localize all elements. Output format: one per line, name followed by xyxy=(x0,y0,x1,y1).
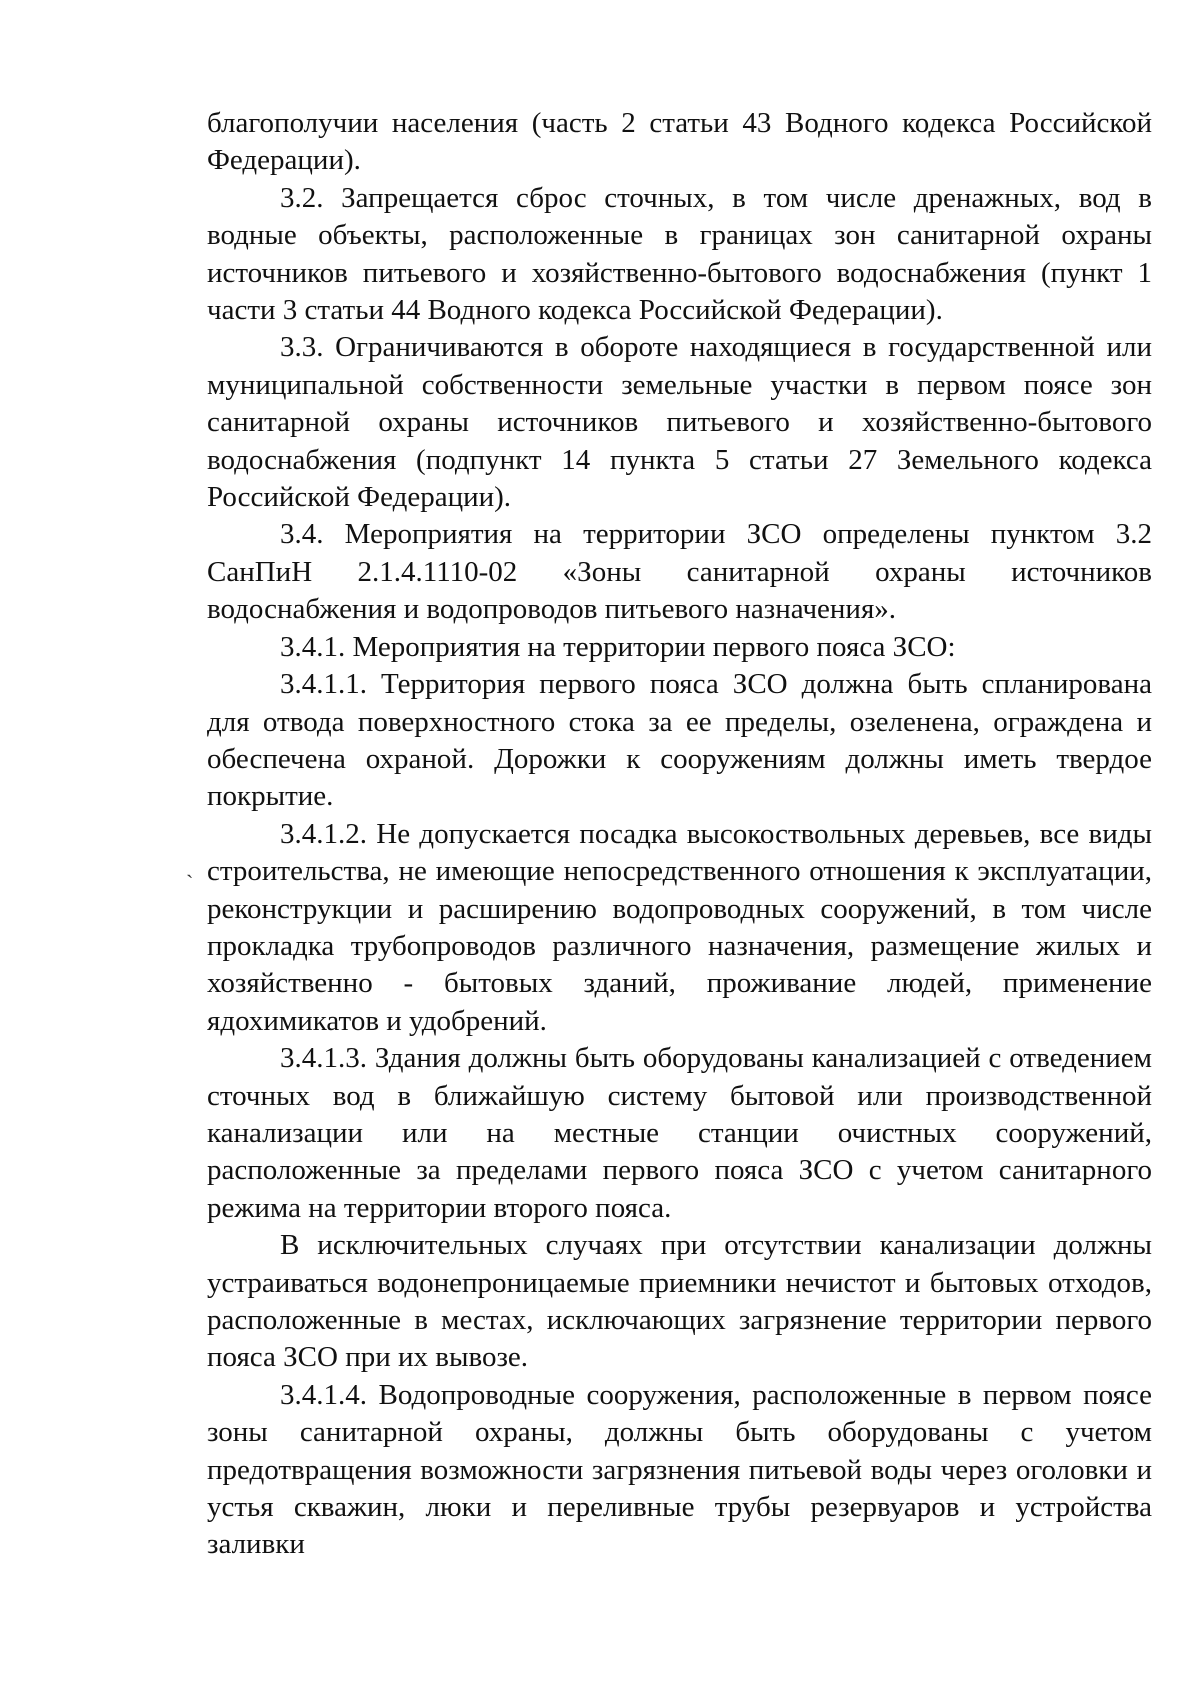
paragraph-3-4-1-2: 3.4.1.2. Не допускается посадка высокоствольных деревьев, все виды строительства, не имеющие непосредственного отношения к эксплуатации, реконструкции и расширению водопроводных сооружений, в том числе прокладка трубопроводов различного назначения, размещение жилых и хозяйственно - бытовых зданий, проживание людей, применение ядохимикатов и удобрений. xyxy=(207,817,1152,1037)
paragraph-3-4-1-3: 3.4.1.3. Здания должны быть оборудованы канализацией с отведением сточных вод в ближайшую систему бытовой или производственной канализации или на местные станции очистных сооружений, расположенные за пределами первого пояса ЗСО с учетом санитарного режима на территории второго пояса. xyxy=(207,1042,1152,1224)
paragraph-3-4-1-1: 3.4.1.1. Территория первого пояса ЗСО должна быть спланирована для отвода поверхностного стока за ее пределы, озеленена, ограждена и обеспечена охраной. Дорожки к сооружениям должны иметь твердое покрытие. xyxy=(207,668,1152,813)
document-body xyxy=(207,105,1152,1564)
paragraph-3-3: 3.3. Ограничиваются в обороте находящиеся в государственной или муниципальной собственности земельные участки в первом поясе зон санитарной охраны источников питьевого и хозяйственно-бытового водоснабжения (подпункт 14 пункта 5 статьи 27 Земельного кодекса Российской Федерации). xyxy=(207,331,1152,514)
paragraph-3-4-1: 3.4.1. Мероприятия на территории первого пояса ЗСО: xyxy=(280,630,956,663)
margin-mark: ` xyxy=(186,870,194,895)
paragraph-3-2: 3.2. Запрещается сброс сточных, в том числе дренажных, вод в водные объекты, расположенные в границах зон санитарной охраны источников питьевого и хозяйственно-бытового водоснабжения (пункт 1 части 3 статьи 44 Водного кодекса Российской Федерации). xyxy=(207,181,1152,327)
paragraph-continuation: благополучии населения (часть 2 статьи 43 Водного кодекса Российской Федерации). xyxy=(207,107,1152,177)
paragraph-3-4: 3.4. Мероприятия на территории ЗСО определены пунктом 3.2 СанПиН 2.1.4.1110-02 «Зоны санитарной охраны источников водоснабжения и водопроводов питьевого назначения». xyxy=(207,518,1152,626)
paragraph-exceptional-cases: В исключительных случаях при отсутствии канализации должны устраиваться водонепроницаемые приемники нечистот и бытовых отходов, расположенные в местах, исключающих загрязнение территории первого пояса ЗСО при их вывозе. xyxy=(207,1229,1152,1374)
paragraph-3-4-1-4: 3.4.1.4. Водопроводные сооружения, расположенные в первом поясе зоны санитарной охраны, должны быть оборудованы с учетом предотвращения возможности загрязнения питьевой воды через оголовки и устья скважин, люки и переливные трубы резервуаров и устройства заливки xyxy=(207,1378,1152,1561)
